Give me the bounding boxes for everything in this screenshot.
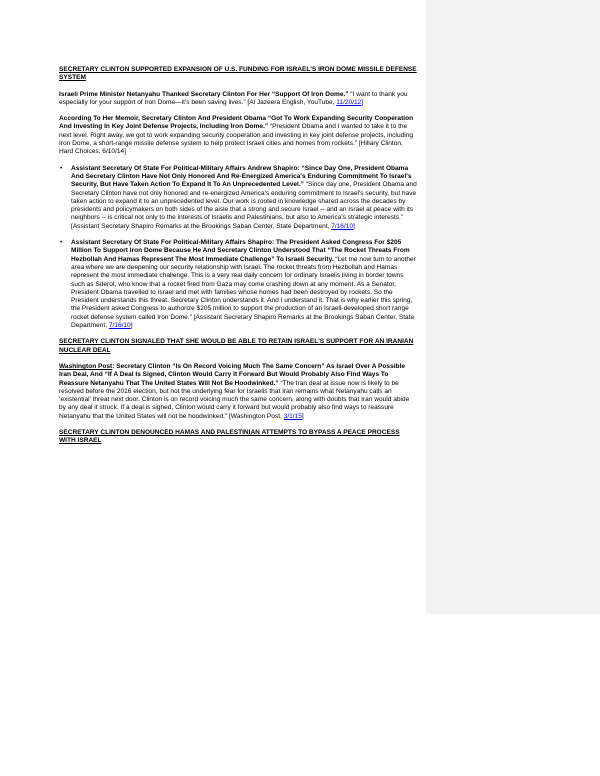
document-page: [59, 66, 417, 454]
bullet-icon: •: [60, 164, 63, 172]
paragraph-body: “President Obama and I wanted to take it to the next level. Right away, we got to work expanding security cooperation and investing in key joint defense projects, including Iron Dome, a short-range missile defense system to help protect Israeli cities and homes from rockets.” [Hillary Clinton, Hard Choices, 6/10/14]: [59, 123, 413, 156]
citation-link[interactable]: 7/16/10: [331, 222, 354, 230]
section-heading-hamas: SECRETARY CLINTON DENOUNCED HAMAS AND PALESTINIAN ATTEMPTS TO BYPASS A PEACE PROCESS WITH ISRAEL: [59, 428, 400, 445]
section-heading-iran-deal: SECRETARY CLINTON SIGNALED THAT SHE WOULD BE ABLE TO RETAIN ISRAEL'S SUPPORT FOR AN IRANIAN NUCLEAR DEAL: [59, 338, 414, 354]
citation-link[interactable]: 11/20/12: [336, 98, 362, 106]
paragraph-memoir: [59, 115, 417, 156]
bullet-body: “Let me now turn to another area where we are deepening our security relationship with Israel. The rocket threats from Hezbollah and Hamas represent the most immediate challenge. This is a very real daily concern for ordinary Israelis living in border towns such as Sderot, who know that a rocket fired from Gaza may come crashing down at any moment. As a Senator, President Obama travelled to Israel and met with families whose homes had been destroyed by rockets. So the President understands this threat. Secretary Clinton understands it. And I understand it. That is why earlier this spring, the President asked Congress to authorize $205 million to support the production of an Israeli-developed short range rocket defense system called Iron Dome.” [Assistant Secretary Shapiro Remarks at the Brookings Saban Center, State Department,: [71, 255, 416, 330]
citation-end: ]: [353, 222, 355, 230]
paragraph-netanyahu-thanks: [59, 91, 417, 108]
list-item: [60, 164, 417, 231]
paragraph-lead: Israeli Prime Minister Netanyahu Thanked Secretary Clinton For Her “Support Of Iron Dome.”: [59, 90, 349, 98]
paragraph-body: “The Iran deal at issue now is likely to be resolved before the 2016 election, but not the underlying fear for Israelis that Iran remains what Netanyahu calls an ‘existential’ threat next door. Clinton is on record voicing much the same concern, along with doubts that Iran would abide by any deal it struck. If a deal is signed, Clinton would carry it forward but would probably also find ways to reassure Netanyahu that the United States will not be hoodwinked.” [Washington Post,: [59, 379, 410, 420]
source-name: Washington Post: [59, 362, 113, 370]
bullet-lead: Assistant Secretary Of State For Political-Military Affairs Andrew Shapiro: “Since Day One, President Obama And Secretary Clinton Have Not Only Honored And Re-Energized America's Enduring Commitment To Israel's Security, But Have Taken Action To Expand It To An Unprecedented Level.”: [71, 164, 412, 189]
bullet-icon: •: [60, 239, 63, 247]
citation-end: ]: [361, 98, 364, 106]
section-heading-iron-dome: SECRETARY CLINTON SUPPORTED EXPANSION OF U.S. FUNDING FOR ISRAEL'S IRON DOME MISSILE DEFENSE SYSTEM: [59, 66, 417, 82]
list-item: [60, 239, 417, 330]
bullet-list: [59, 165, 417, 331]
paragraph-washington-post: [59, 363, 417, 421]
bullet-lead: Assistant Secretary Of State For Political-Military Affairs Shapiro: The President Asked Congress For $205 Million To Support Iron Dome Because He And Secretary Clinton Understood That “The Rocket Threats From Hezbollah And Hamas Represent The Most Immediate Challenge” To Israeli Security.: [71, 239, 410, 263]
citation-end: ]: [301, 412, 304, 420]
bullet-body: “Since day one, President Obama and Secretary Clinton have not only honored and re-energized America's enduring commitment to Israel's security, but have taken action to expand it to an unprecedented level. Our work is rooted in knowledge shared across the decades by presidents and policymakers on both sides of the aisle that a strong and secure Israel -- and an Israel at peace with its neighbors -- is critical not only to the interests of Israelis and Palestinians, but also to America's strategic interests.” [Assistant Secretary Shapiro Remarks at the Brookings Saban Center, State Department,: [71, 181, 417, 230]
paragraph-lead: According To Her Memoir, Secretary Clinton And President Obama “Got To Work Expanding Security Cooperation And Investing In Key Joint Defense Projects, Including Iron Dome.”: [59, 115, 414, 131]
citation-link[interactable]: 3/1/15: [283, 412, 302, 420]
paragraph-body: “I want to thank you especially for your support of Iron Dome—it’s been saving lives.” [Al Jazeera English, YouTube,: [59, 90, 408, 106]
paragraph-lead: : Secretary Clinton “Is On Record Voicing Much The Same Concern” As Israel Over A Possible Iran Deal, And “If A Deal Is Signed, Clinton Would Carry It Forward But Would Probably Also Find Ways To Reassure Netanyahu That The United States Will Not Be Hoodwinked.”: [59, 362, 405, 387]
comment-sidebar: [426, 0, 600, 614]
citation-link[interactable]: 7/16/10: [108, 322, 131, 330]
citation-end: ]: [130, 322, 133, 330]
